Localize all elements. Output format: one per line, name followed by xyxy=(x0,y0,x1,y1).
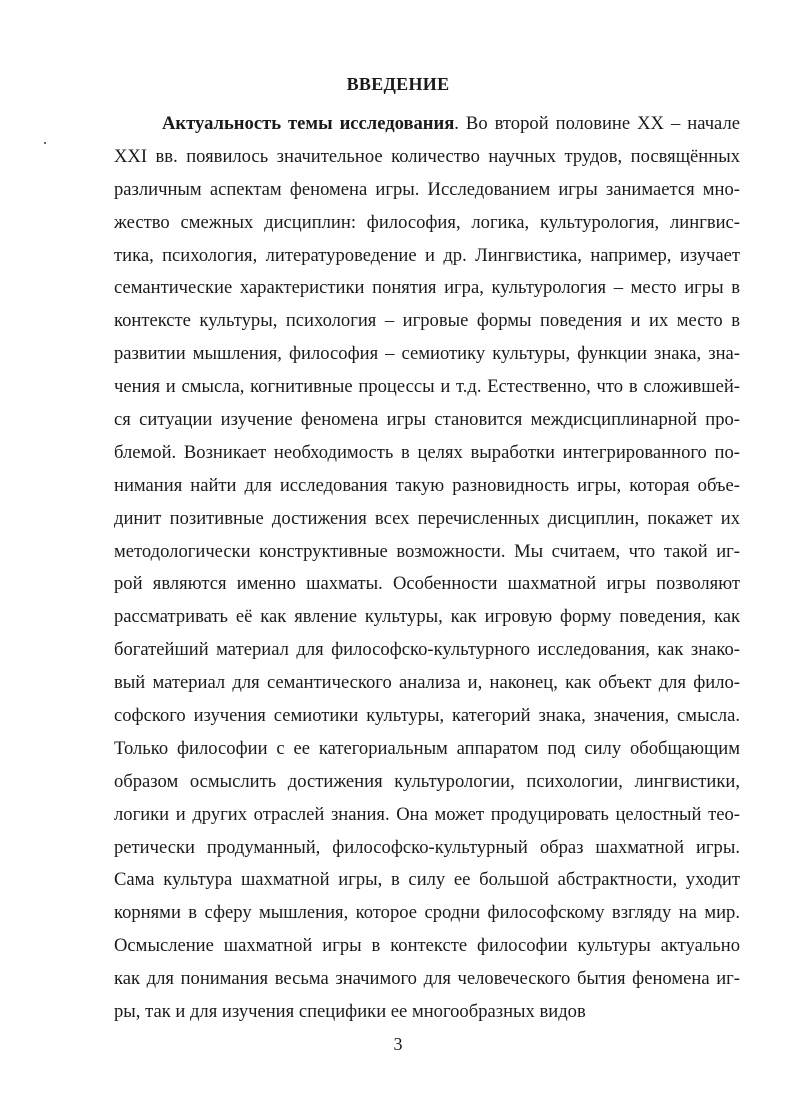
paragraph-line: контексте культуры, психология – игровые формы поведения и их место в xyxy=(114,310,740,332)
paragraph-line: методологически конструктивные возможности. Мы считаем, что такой иг- xyxy=(114,540,740,562)
paragraph-first-line xyxy=(114,108,740,141)
paragraph-line: динит позитивные достижения всех перечисленных дисциплин, покажет их xyxy=(114,507,740,529)
paragraph-line: ся ситуации изучение феномена игры становится междисциплинарной про- xyxy=(114,409,740,431)
paragraph-line: логики и других отраслей знания. Она может продуцировать целостный тео- xyxy=(114,803,740,825)
paragraph-line: богатейший материал для философско-культурного исследования, как знако- xyxy=(114,639,740,661)
paragraph-line: чения и смысла, когнитивные процессы и т.д. Естественно, что в сложившей- xyxy=(114,376,740,398)
paragraph-line: XXI вв. появилось значительное количество научных трудов, посвящённых xyxy=(114,145,740,167)
paragraph-line: нимания найти для исследования такую разновидность игры, которая объе- xyxy=(114,474,740,496)
paragraph-line: вый материал для семантического анализа и, наконец, как объект для фило- xyxy=(114,672,740,694)
paragraph-line: ретически продуманный, философско-культурный образ шахматной игры. xyxy=(114,836,740,858)
paragraph-line: образом осмыслить достижения культурологии, психологии, лингвистики, xyxy=(114,770,740,792)
paragraph-line: софского изучения семиотики культуры, категорий знака, значения, смысла. xyxy=(114,705,740,727)
page-number: 3 xyxy=(393,1034,403,1054)
paragraph-line: семантические характеристики понятия игра, культурология – место игры в xyxy=(114,277,740,299)
paragraph-line: тика, психология, литературоведение и др. Лингвистика, например, изучает xyxy=(114,244,740,266)
paragraph-line: рассматривать её как явление культуры, как игровую форму поведения, как xyxy=(114,606,740,628)
paragraph-line: Сама культура шахматной игры, в силу ее большой абстрактности, уходит xyxy=(114,869,740,891)
paragraph-line: корнями в сферу мышления, которое сродни философскому взгляду на мир. xyxy=(114,902,740,924)
paragraph-line: жество смежных дисциплин: философия, логика, культурология, лингвис- xyxy=(114,211,740,233)
paragraph-line: различным аспектам феномена игры. Исследованием игры занимается мно- xyxy=(114,178,740,200)
paragraph-line: развитии мышления, философия – семиотику культуры, функции знака, зна- xyxy=(114,343,740,365)
paragraph-line: Осмысление шахматной игры в контексте философии культуры актуально xyxy=(114,935,740,957)
paragraph-lead: Актуальность темы исследования xyxy=(162,113,455,134)
scan-dot-mark xyxy=(44,142,46,144)
paragraph-line: рой являются именно шахматы. Особенности шахматной игры позволяют xyxy=(114,573,740,595)
paragraph-line: блемой. Возникает необходимость в целях выработки интегрированного по- xyxy=(114,441,740,463)
paragraph-lead-tail: . Во второй половине XX – начале xyxy=(454,113,740,134)
paragraph-line: как для понимания весьма значимого для человеческого бытия феномена иг- xyxy=(114,968,740,990)
section-heading: ВВЕДЕНИЕ xyxy=(346,74,450,94)
body-paragraph xyxy=(114,108,740,1029)
paragraph-line: Только философии с ее категориальным аппаратом под силу обобщающим xyxy=(114,737,740,759)
paragraph-last-line: ры, так и для изучения специфики ее многообразных видов xyxy=(114,1001,586,1023)
